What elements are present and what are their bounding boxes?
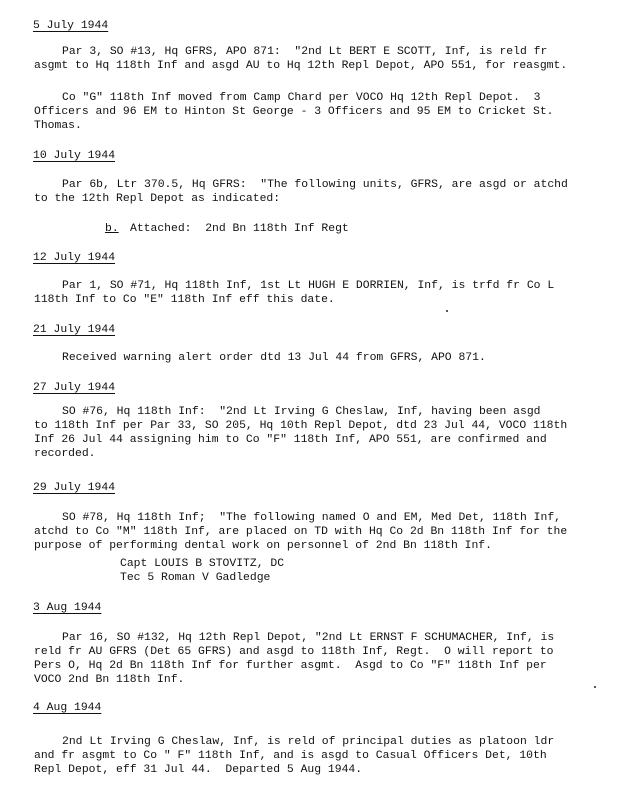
entry-text-line: Thomas. xyxy=(34,120,82,132)
entry-text-line: Par 3, SO #13, Hq GFRS, APO 871: "2nd Lt BERT E SCOTT, Inf, is reld fr xyxy=(62,46,548,58)
entry-date: 21 July 1944 xyxy=(33,324,116,336)
entry-date: 4 Aug 1944 xyxy=(33,702,102,714)
entry-date: 27 July 1944 xyxy=(33,382,116,394)
personnel-name: Capt LOUIS B STOVITZ, DC xyxy=(120,558,285,570)
entry-text-line: purpose of performing dental work on personnel of 2nd Bn 118th Inf. xyxy=(34,540,492,552)
entry-date: 3 Aug 1944 xyxy=(33,602,102,614)
personnel-name: Tec 5 Roman V Gadledge xyxy=(120,572,271,584)
entry-text-line: Par 16, SO #132, Hq 12th Repl Depot, "2nd Lt ERNST F SCHUMACHER, Inf, is xyxy=(62,632,555,644)
entry-text-line: Co "G" 118th Inf moved from Camp Chard per VOCO Hq 12th Repl Depot. 3 xyxy=(62,92,541,104)
entry-text-line: 2nd Lt Irving G Cheslaw, Inf, is reld of principal duties as platoon ldr xyxy=(62,736,555,748)
entry-text-line: VOCO 2nd Bn 118th Inf. xyxy=(34,674,185,686)
entry-text-line: and fr asgmt to Co " F" 118th Inf, and is asgd to Casual Officers Det, 10th xyxy=(34,750,547,762)
entry-text-line: SO #76, Hq 118th Inf: "2nd Lt Irving G Cheslaw, Inf, having been asgd xyxy=(62,406,541,418)
entry-text-line: SO #78, Hq 118th Inf; "The following named O and EM, Med Det, 118th Inf, xyxy=(62,512,561,524)
entry-text-line: to 118th Inf per Par 33, SO 205, Hq 10th Repl Depot, dtd 23 Jul 44, VOCO 118th xyxy=(34,420,568,432)
entry-date: 5 July 1944 xyxy=(33,20,109,32)
entry-text-line: recorded. xyxy=(34,448,96,460)
entry-date: 29 July 1944 xyxy=(33,482,116,494)
entry-text-line: Repl Depot, eff 31 Jul 44. Departed 5 Aug 1944. xyxy=(34,764,363,776)
entry-text-line: reld fr AU GFRS (Det 65 GFRS) and asgd to 118th Inf, Regt. O will report to xyxy=(34,646,554,658)
entry-text-line: asgmt to Hq 118th Inf and asgd AU to Hq 12th Repl Depot, APO 551, for reasgmt. xyxy=(34,60,568,72)
sub-item-label: b. xyxy=(105,223,119,235)
entry-text-line: Par 1, SO #71, Hq 118th Inf, 1st Lt HUGH E DORRIEN, Inf, is trfd fr Co L xyxy=(62,280,555,292)
entry-text-line: 118th Inf to Co "E" 118th Inf eff this date. xyxy=(34,294,335,306)
entry-text-line: Officers and 96 EM to Hinton St George - 3 Officers and 95 EM to Cricket St. xyxy=(34,106,554,118)
entry-text-line: Inf 26 Jul 44 assigning him to Co "F" 118th Inf, APO 551, are confirmed and xyxy=(34,434,547,446)
entry-date: 10 July 1944 xyxy=(33,150,116,162)
sub-item-text: Attached: 2nd Bn 118th Inf Regt xyxy=(130,223,349,235)
scan-speck xyxy=(594,686,596,688)
entry-text-line: Pers O, Hq 2d Bn 118th Inf for further asgmt. Asgd to Co "F" 118th Inf per xyxy=(34,660,547,672)
entry-date: 12 July 1944 xyxy=(33,252,116,264)
entry-text-line: atchd to Co "M" 118th Inf, are placed on TD with Hq Co 2d Bn 118th Inf for the xyxy=(34,526,568,538)
entry-text-line: Par 6b, Ltr 370.5, Hq GFRS: "The following units, GFRS, are asgd or atchd xyxy=(62,179,568,191)
entry-text-line: to the 12th Repl Depot as indicated: xyxy=(34,193,281,205)
scan-speck xyxy=(446,310,448,312)
entry-text-line: Received warning alert order dtd 13 Jul 44 from GFRS, APO 871. xyxy=(62,352,486,364)
